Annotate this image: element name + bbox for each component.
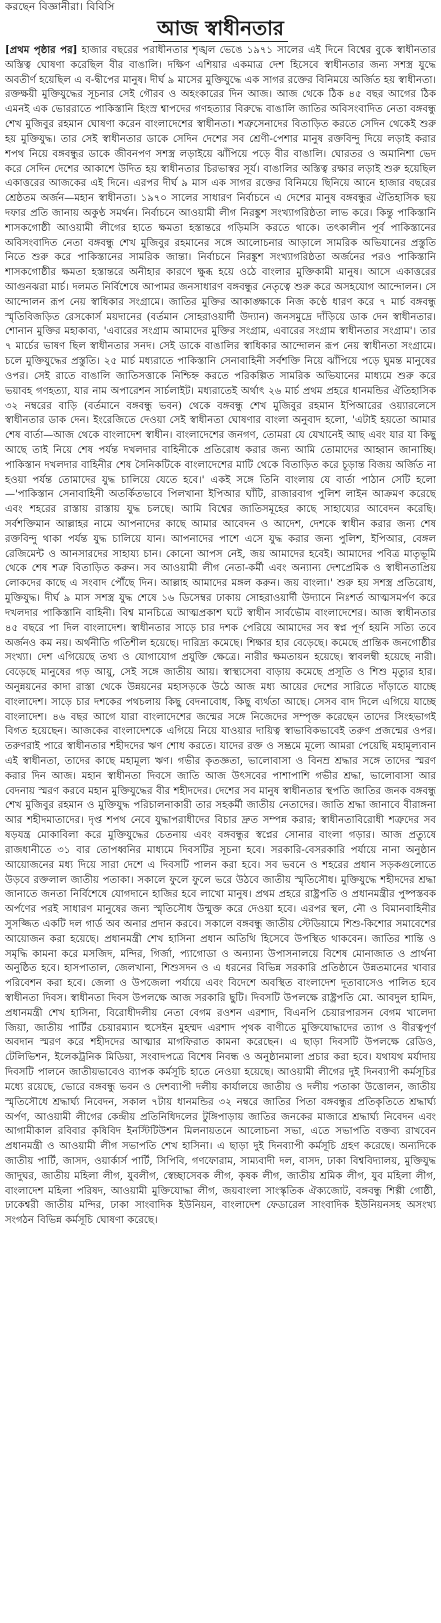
headline: আজ স্বাধীনতার xyxy=(153,16,288,42)
article-text: হাজার বছরের পরাধীনতার শৃঙ্খল ভেঙে ১৯৭১ সালের এই দিনে বিশ্বের বুকে স্বাধীনতার অস্তিত্ব ঘোষণা করেছিল বীর বাঙালি। দক্ষিণ এশিয়ার একমাত্র দেশ হিসেবে স্বাধীনতার জন্য সশস্ত্র যুদ্ধে অবতীর্ণ হয়েছিল এ ব-দ্বীপের মানুষ। দীর্ঘ ৯ মাসের মুক্তিযুদ্ধে এক সাগর রক্তের বিনিময়ে অর্জিত হয় স্বাধীনতা। রক্তক্ষয়ী মুক্তিযুদ্ধের সূচনার সেই গৌরব ও অহংকারের দিন আজ। আজ থেকে ঠিক ৪৫ বছর আগের ঠিক এমনই এক ভোররাতে পাকিস্তানি হিংস্র শ্বাপদের গণহত্যার বিরুদ্ধে বাঙালি জাতির অবিসংবাদিত নেতা বঙ্গবন্ধু শেখ মুজিবুর রহমান ঘোষণা করেন বাংলাদেশের স্বাধীনতা। শত্রুসেনাদের বিতাড়িত করতে সেদিন থেকেই শুরু হয় মুক্তিযুদ্ধ। তার সেই স্বাধীনতার ডাকে সেদিন দেশের সব শ্রেণী-পেশার মানুষ রক্তবিন্দু দিয়ে লড়াই করার শপথ নিয়ে বঙ্গবন্ধুর ডাকে জীবনপণ সশস্ত্র লড়াইয়ে ঝাঁপিয়ে পড়ে বীর বাঙালি। ঘোরতর ও অমানিশা ভেদ করে সেদিন দেশের আকাশে উদিত হয় স্বাধীনতার চিরভাস্বর সূর্য। বাঙালির অস্তিত্ব রক্ষার লড়াই শুরু হয়েছিল একাত্তরের আজকের এই দিনে। এরপর দীর্ঘ ৯ মাস এক সাগর রক্তের বিনিময়ে ছিনিয়ে আনে হাজার বছরের শ্রেষ্ঠতম অর্জন—মহান স্বাধীনতা। ১৯৭০ সালের সাধারণ নির্বাচনে এ দেশের মানুষ বঙ্গবন্ধুর ঐতিহাসিক ছয় দফার প্রতি জানায় অকুণ্ঠ সমর্থন। নির্বাচনে আওয়ামী লীগ নিরঙ্কুশ সংখ্যাগরিষ্ঠতা লাভ করে। কিন্তু পাকিস্তানি শাসকগোষ্ঠী আওয়ামী লীগের হাতে ক্ষমতা হস্তান্তরে গড়িমসি করতে থাকে। তৎকালীন পূর্ব পাকিস্তানের অবিসংবাদিত নেতা বঙ্গবন্ধু শেখ মুজিবুর রহমানের সঙ্গে আলোচনার আড়ালে সামরিক অভিযানের প্রস্তুতি নিতে শুরু করে পাকিস্তানের সামরিক জান্তা। নির্বাচনে নিরঙ্কুশ সংখ্যাগরিষ্ঠতা অর্জনের পরও পাকিস্তানি শাসকগোষ্ঠীর ক্ষমতা হস্তান্তরে অনীহার কারণে ক্ষুব্ধ হয়ে ওঠে বাংলার মুক্তিকামী মানুষ। আসে একাত্তরের আগুনঝরা মার্চ। দলমত নির্বিশেষে আপামর জনসাধারণ বঙ্গবন্ধুর নেতৃত্বে শুরু করে অসহযোগ আন্দোলন। সে আন্দোলন রূপ নেয় স্বাধিকার সংগ্রামে। জাতির মুক্তির আকাঙ্ক্ষাকে নিজ কণ্ঠে ধারণ করে ৭ মার্চ বঙ্গবন্ধু স্মৃতিবিজড়িত রেসকোর্স ময়দানের (বর্তমান সোহরাওয়ার্দী উদ্যান) জনসমুদ্রে দাঁড়িয়ে ডাক দেন স্বাধীনতার। শোনান মুক্তির মহাকাব্য, 'এবারের সংগ্রাম আমাদের মুক্তির সংগ্রাম, এবারের সংগ্রাম স্বাধীনতার সংগ্রাম'। তার ৭ মার্চের ভাষণ ছিল স্বাধীনতার সনদ। সেই ডাকে বাঙালির স্বাধিকার আন্দোলন রূপ নেয় স্বাধীনতা সংগ্রামে। চলে মুক্তিযুদ্ধের প্রস্তুতি। ২৫ মার্চ মধ্যরাতে পাকিস্তানি সেনাবাহিনী সর্বশক্তি নিয়ে ঝাঁপিয়ে পড়ে ঘুমন্ত মানুষের ওপর। সেই রাতে বাঙালি জাতিসত্তাকে নিশ্চিহ্ন করতে পরিকল্পিত সামরিক অভিযানের মাধ্যমে শুরু করে ভয়াবহ গণহত্যা, যার নাম অপারেশন সার্চলাইট। মধ্যরাতেই অর্থাৎ ২৬ মার্চ প্রথম প্রহরে ধানমন্ডির ঐতিহাসিক ৩২ নম্বরের বাড়ি (বর্তমানে বঙ্গবন্ধু ভবন) থেকে বঙ্গবন্ধু শেখ মুজিবুর রহমান ইপিআরের ওয়্যারলেসে স্বাধীনতার ডাক দেন। ইংরেজিতে দেওয়া সেই স্বাধীনতা ঘোষণার বাংলা অনুবাদ হলো, 'এটাই হয়তো আমার শেষ বার্তা—আজ থেকে বাংলাদেশ স্বাধীন। বাংলাদেশের জনগণ, তোমরা যে যেখানেই আছ এবং যার যা কিছু আছে তাই নিয়ে শেষ পর্যন্ত দখলদার বাহিনীকে প্রতিরোধ করার জন্য আমি তোমাদের আহ্বান জানাচ্ছি। পাকিস্তান দখলদার বাহিনীর শেষ সৈনিকটিকে বাংলাদেশের মাটি থেকে বিতাড়িত করে চূড়ান্ত বিজয় অর্জিত না হওয়া পর্যন্ত তোমাদের যুদ্ধ চালিয়ে যেতে হবে।' একই সঙ্গে তিনি বাংলায় যে বার্তা পাঠান সেটি হলো—'পাকিস্তান সেনাবাহিনী অতর্কিতভাবে পিলখানা ইপিআর ঘাঁটি, রাজারবাগ পুলিশ লাইন আক্রমণ করেছে এবং শহরের রাস্তায় রাস্তায় যুদ্ধ চলছে। আমি বিশ্বের জাতিসমূহের কাছে সাহায্যের আবেদন করেছি। সর্বশক্তিমান আল্লাহর নামে আপনাদের কাছে আমার আবেদন ও আদেশ, দেশকে স্বাধীন করার জন্য শেষ রক্তবিন্দু থাকা পর্যন্ত যুদ্ধ চালিয়ে যান। আপনাদের পাশে এসে যুদ্ধ করার জন্য পুলিশ, ইপিআর, বেঙ্গল রেজিমেন্ট ও আনসারদের সাহায্য চান। কোনো আপস নেই, জয় আমাদের হবেই। আমাদের পবিত্র মাতৃভূমি থেকে শেষ শত্রু বিতাড়িত করুন। সব আওয়ামী লীগ নেতা-কর্মী এবং অন্যান্য দেশপ্রেমিক ও স্বাধীনতাপ্রিয় লোকদের কাছে এ সংবাদ পৌঁছে দিন। আল্লাহ আমাদের মঙ্গল করুন। জয় বাংলা।' শুরু হয় সশস্ত্র প্রতিরোধ, মুক্তিযুদ্ধ। দীর্ঘ ৯ মাস সশস্ত্র যুদ্ধ শেষে ১৬ ডিসেম্বর ঢাকায় সোহরাওয়ার্দী উদ্যানে নিঃশর্ত আত্মসমর্পণ করে দখলদার পাকিস্তানি বাহিনী। বিশ্ব মানচিত্রে আত্মপ্রকাশ ঘটে স্বাধীন সার্বভৌম বাংলাদেশের। আজ স্বাধীনতার ৪৫ বছরে পা দিল বাংলাদেশ। স্বাধীনতার সাড়ে চার দশক পেরিয়ে আমাদের সব স্বপ্ন পূর্ণ হয়নি সত্যি তবে অর্জনও কম নয়। অর্থনীতি গতিশীল হয়েছে। দারিদ্র্য কমেছে। শিক্ষার হার বেড়েছে। কমেছে প্রান্তিক জনগোষ্ঠীর সংখ্যা। দেশ এগিয়েছে তথ্য ও যোগাযোগ প্রযুক্তি ক্ষেত্রে। নারীর ক্ষমতায়ন হয়েছে। স্বাবলম্বী হয়েছে নারী। বেড়েছে মানুষের গড় আয়ু, সেই সঙ্গে জাতীয় আয়। স্বাস্থ্যসেবা বাড়ায় কমেছে প্রসূতি ও শিশু মৃত্যুর হার। অনুন্নয়নের কাদা রাস্তা থেকে উন্নয়নের মহাসড়কে উঠে আজ মধ্য আয়ের দেশের সারিতে দাঁড়াতে যাচ্ছে বাংলাদেশ। সাড়ে চার দশকের পথচলায় কিছু বেদনাবোধ, কিছু ব্যর্থতা আছে। সেসব বাদ দিলে এগিয়ে যাচ্ছে বাংলাদেশ। ৪৬ বছর আগে যারা বাংলাদেশের জন্মের সঙ্গে নিজেদের সম্পৃক্ত করেছেন তাদের সিংহভাগই বিগত হয়েছেন। আজকের বাংলাদেশকে এগিয়ে নিয়ে যাওয়ার দায়িত্ব স্বাভাবিকভাবেই তরুণ প্রজন্মের ওপর। তরুণরাই পারে স্বাধীনতার শহীদদের ঋণ শোধ করতে। যাদের রক্ত ও সম্ভ্রমে মূল্যে আমরা পেয়েছি মহামূল্যবান এই স্বাধীনতা, তাদের কাছে মহামূল্য ঋণ। গভীর কৃতজ্ঞতা, ভালোবাসা ও বিনম্র শ্রদ্ধার সঙ্গে তাদের স্মরণ করার দিন আজ। মহান স্বাধীনতা দিবসে জাতি আজ উৎসবের পাশাপাশি গভীর শ্রদ্ধা, ভালোবাসা আর বেদনায় স্মরণ করবে মহান মুক্তিযুদ্ধের বীর শহীদদের। দেশের সব মানুষ স্বাধীনতার স্থপতি জাতির জনক বঙ্গবন্ধু শেখ মুজিবুর রহমান ও মুক্তিযুদ্ধ পরিচালনাকারী তার সহকর্মী জাতীয় নেতাদের। জাতি শ্রদ্ধা জানাবে বীরাঙ্গনা আর শহীদমাতাদের। দৃপ্ত শপথ নেবে যুদ্ধাপরাধীদের বিচার দ্রুত সম্পন্ন করার; স্বাধীনতাবিরোধী শত্রুদের সব ষড়যন্ত্র মোকাবিলা করে মুক্তিযুদ্ধের চেতনায় এবং বঙ্গবন্ধুর স্বপ্নের সোনার বাংলা গড়ার। আজ প্রত্যুষে রাজধানীতে ৩১ বার তোপধ্বনির মাধ্যমে দিবসটির সূচনা হবে। সরকারি-বেসরকারি পর্যায়ে নানা অনুষ্ঠান আয়োজনের মধ্য দিয়ে সারা দেশে এ দিবসটি পালন করা হবে। সব ভবনে ও শহরের প্রধান সড়কগুলোতে উড়বে রক্তলাল জাতীয় পতাকা। সকালে ফুলে ফুলে ভরে উঠবে জাতীয় স্মৃতিসৌধ। মুক্তিযুদ্ধে শহীদদের শ্রদ্ধা জানাতে জনতা নির্বিশেষে যোগদানে হাজির হবে লাখো মানুষ। প্রথম প্রহরে রাষ্ট্রপতি ও প্রধানমন্ত্রীর পুষ্পস্তবক অর্পণের পরই সাধারণ মানুষের জন্য স্মৃতিসৌধ উন্মুক্ত করে দেওয়া হবে। এরপর স্থল, নৌ ও বিমানবাহিনীর সুসজ্জিত একটি দল গার্ড অব অনার প্রদান করবে। সকালে বঙ্গবন্ধু জাতীয় স্টেডিয়ামে শিশু-কিশোর সমাবেশের আয়োজন করা হয়েছে। প্রধানমন্ত্রী শেখ হাসিনা প্রধান অতিথি হিসেবে উপস্থিত থাকবেন। জাতির শান্তি ও সমৃদ্ধি কামনা করে মসজিদ, মন্দির, গির্জা, প্যাগোডা ও অন্যান্য উপাসনালয়ে বিশেষ মোনাজাত ও প্রার্থনা অনুষ্ঠিত হবে। হাসপাতাল, জেলখানা, শিশুসদন ও এ ধরনের বিভিন্ন সরকারি প্রতিষ্ঠানে উন্নতমানের খাবার পরিবেশন করা হবে। জেলা ও উপজেলা পর্যায়ে এবং বিদেশে অবস্থিত বাংলাদেশ দূতাবাসেও পালিত হবে স্বাধীনতা দিবস। স্বাধীনতা দিবস উপলক্ষে আজ সরকারি ছুটি। দিবসটি উপলক্ষে রাষ্ট্রপতি মো. আবদুল হামিদ, প্রধানমন্ত্রী শেখ হাসিনা, বিরোধীদলীয় নেতা বেগম রওশন এরশাদ, বিএনপি চেয়ারপারসন বেগম খালেদা জিয়া, জাতীয় পার্টির চেয়ারম্যান হুসেইন মুহম্মদ এরশাদ পৃথক বাণীতে মুক্তিযোদ্ধাদের ত্যাগ ও বীরত্বপূর্ণ অবদান স্মরণ করে শহীদদের আত্মার মাগফিরাত কামনা করেছেন। এ ছাড়া দিবসটি উপলক্ষে রেডিও, টেলিভিশন, ইলেকট্রনিক মিডিয়া, সংবাদপত্রে বিশেষ নিবন্ধ ও অনুষ্ঠানমালা প্রচার করা হবে। যথাযথ মর্যাদায় দিবসটি পালনে জাতীয়ভাবেও ব্যাপক কর্মসূচি হাতে নেওয়া হয়েছে। আওয়ামী লীগের দুই দিনব্যাপী কর্মসূচির মধ্যে রয়েছে, ভোরে বঙ্গবন্ধু ভবন ও দেশব্যাপী দলীয় কার্যালয়ে জাতীয় ও দলীয় পতাকা উত্তোলন, জাতীয় স্মৃতিসৌধে শ্রদ্ধার্ঘ্য নিবেদন, সকাল ৭টায় ধানমন্ডির ৩২ নম্বরে জাতির পিতা বঙ্গবন্ধুর প্রতিকৃতিতে শ্রদ্ধার্ঘ্য অর্পণ, আওয়ামী লীগের কেন্দ্রীয় প্রতিনিধিদলের টুঙ্গিপাড়ায় জাতির জনকের মাজারে শ্রদ্ধার্ঘ্য নিবেদন এবং আগামীকাল রবিবার কৃষিবিদ ইনস্টিটিউশন মিলনায়তনে আলোচনা সভা, এতে সভাপতি বক্তব্য রাখবেন প্রধানমন্ত্রী ও আওয়ামী লীগ সভাপতি শেখ হাসিনা। এ ছাড়া দুই দিনব্যাপী কর্মসূচি গ্রহণ করেছে। অন্যদিকে জাতীয় পার্টি, জাসদ, ওয়ার্কার্স পার্টি, সিপিবি, গণফোরাম, সাম্যবাদী দল, বাসদ, ঢাকা বিশ্ববিদ্যালয়, মুক্তিযুদ্ধ জাদুঘর, জাতীয় মহিলা লীগ, যুবলীগ, স্বেচ্ছাসেবক লীগ, কৃষক লীগ, জাতীয় শ্রমিক লীগ, যুব মহিলা লীগ, বাংলাদেশ মহিলা পরিষদ, আওয়ামী মুক্তিযোদ্ধা লীগ, জয়বাংলা সাংস্কৃতিক ঐক্যজোট, বঙ্গবন্ধু শিল্পী গোষ্ঠী, ঢাকেশ্বরী জাতীয় মন্দির, ঢাকা সাংবাদিক ইউনিয়ন, বাংলাদেশ ফেডারেল সাংবাদিক ইউনিয়নসহ অসংখ্য সংগঠন বিভিন্ন কর্মসূচি ঘোষণা করেছে। xyxy=(5,45,436,1227)
previous-article-tail: করছেন বিজ্ঞানীরা। বিবিসি xyxy=(5,1,115,13)
continued-label: [প্রথম পৃষ্ঠার পর] xyxy=(5,45,78,56)
article-body xyxy=(5,44,436,1621)
article-paragraph xyxy=(5,44,436,1229)
headline-container xyxy=(5,16,436,44)
